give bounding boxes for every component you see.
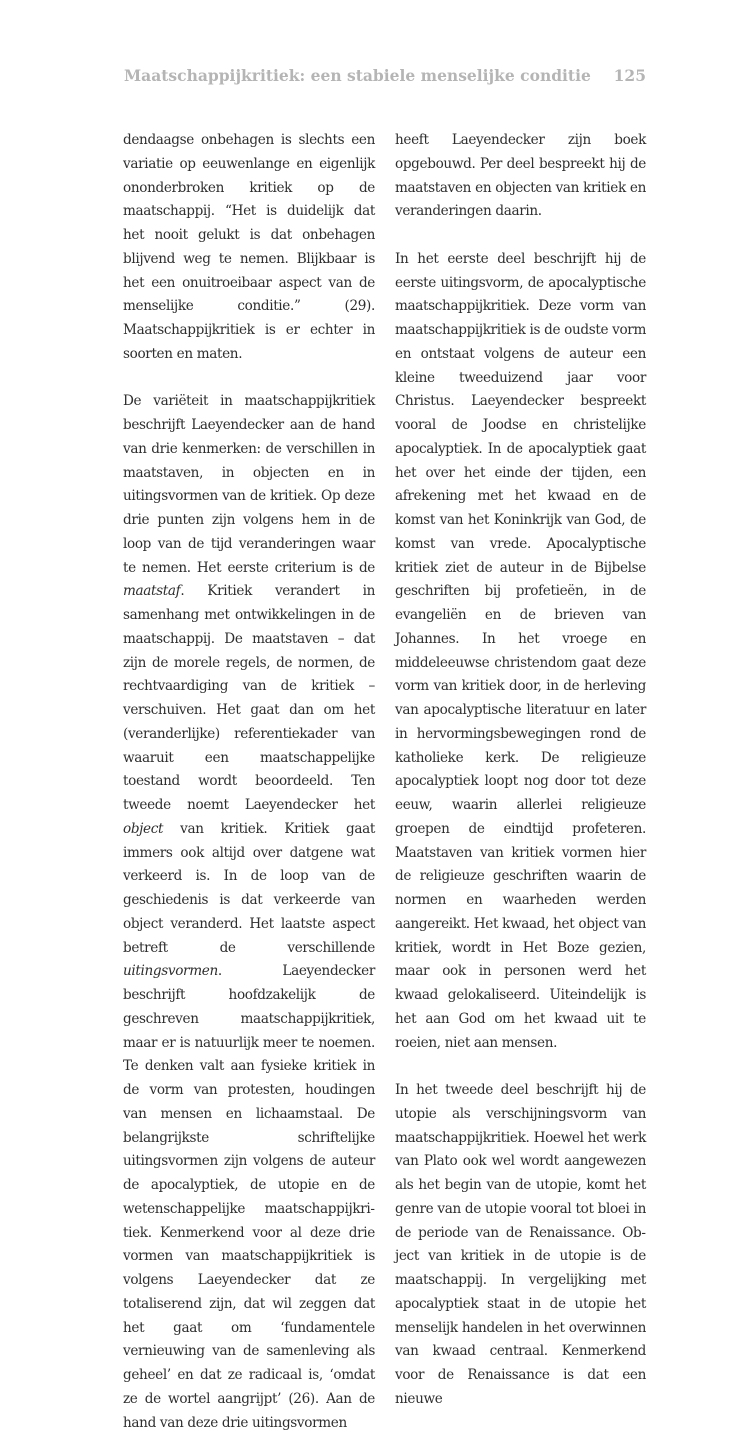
paragraph	[123, 390, 375, 1435]
running-head	[124, 66, 646, 90]
text-run: . Kritiek verandert in samenhang met ontwikkelingen in de maatschappij. De maatstaven – dat zijn de morele regels, de normen, de rechtvaardiging van de kritiek – verschuiven. Het gaat dan om het (veranderlijke) referentiekader van waaruit een maatschappelijke toestand wordt beoordeeld. Ten tweede noemt Laeyendecker het	[123, 583, 375, 813]
paragraph: In het eerste deel beschrijft hij de eerste uitingsvorm, de apocalyptische maatschappijkritiek. Deze vorm van maatschappijkritiek is de oudste vorm en ontstaat volgens de auteur een kleine tweeduizend jaar voor Christus. Laeyendecker bespreekt vooral de Joodse en christelijke apocalyptiek. In de apocalyptiek gaat het over het einde der tijden, een afrekening met het kwaad en de komst van het Koninkrijk van God, de komst van vrede. Apocalyptische kritiek ziet de auteur in de Bijbelse geschriften bij profetieën, in de evangeliën en de brieven van Johannes. In het vroege en middeleeuwse christendom gaat deze vorm van kritiek door, in de herleving van apocalyptische literatuur en later in hervormingsbewegingen rond de katholieke kerk. De religieuze apocalyptiek loopt nog door tot deze eeuw, waarin allerlei religieuze groepen de eindtijd profeteren. Maatstaven van kritiek vormen hier de religieuze geschriften waarin de normen en waarheden werden aangereikt. Het kwaad, het object van kritiek, wordt in Het Boze gezien, maar ook in personen werd het kwaad gelokaliseerd. Uiteindelijk is het aan God om het kwaad uit te roeien, niet aan mensen.	[395, 250, 646, 1051]
paragraph: heeft Laeyendecker zijn boek opgebouwd. Per deel bespreekt hij de maatstaven en objecten van kritiek en veranderingen daarin.	[395, 132, 646, 220]
chapter-title: Maatschappijkritiek: een stabiele menselijke conditie	[124, 66, 591, 85]
emphasis-uitingsvormen: uitingsvormen	[123, 963, 218, 980]
page-number: 125	[613, 66, 646, 85]
text-run: De variëteit in maatschappijkritiek beschrijft Laeyendecker aan de hand van drie kenmerken: de verschillen in maatstaven, in objecten en in uitingsvormen van de kritiek. Op deze drie punten zijn volgens hem in de loop van de tijd veranderingen waar te nemen. Het eerste criterium is de	[123, 393, 375, 576]
paragraph: In het tweede deel beschrijft hij de utopie als verschijningsvorm van maatschappijkritiek. Hoewel het werk van Plato ook wel wordt aangewezen als het begin van de utopie, komt het genre van de utopie vooral tot bloei in de periode van de Renaissance. Object van kritiek in de utopie is de maatschappij. In vergelijking met apocalyptiek staat in de utopie het menselijk handelen in het overwinnen van kwaad centraal. Kenmerkend voor de Renaissance is dat een nieuwe	[395, 1082, 646, 1407]
right-column	[395, 129, 646, 1412]
left-column	[123, 129, 375, 1435]
emphasis-maatstaf: maatstaf	[123, 583, 181, 600]
paragraph: dendaagse onbehagen is slechts een variatie op eeuwenlange en eigenlijk ononderbroken kritiek op de maatschappij. “Het is duidelijk dat het nooit gelukt is dat onbehagen blijvend weg te nemen. Blijkbaar is het een onuitroeibaar aspect van de menselijke conditie.” (29). Maatschappijkritiek is er echter in soorten en maten.	[123, 132, 375, 362]
emphasis-object: object	[123, 820, 164, 837]
text-run: . Laeyendecker beschrijft hoofdzakelijk de geschreven maatschappijkritiek, maar er is natuurlijk meer te noemen. Te denken valt aan fysieke kritiek in de vorm van protesten, houdingen van mensen en lichaamstaal. De belangrijkste schriftelijke uitingsvormen zijn volgens de auteur de apocalyptiek, de utopie en de wetenschappelijke maatschappijkritiek. Kenmerkend voor al deze drie vormen van maatschappijkritiek is volgens Laeyendecker dat ze totaliserend zijn, dat wil zeggen dat het gaat om ‘fundamentele vernieuwing van de samenleving als geheel’ en dat ze radicaal is, ‘omdat ze de wortel aangrijpt’ (26). Aan de hand van deze drie uitingsvormen	[123, 963, 375, 1431]
text-run: van kritiek. Kritiek gaat immers ook altijd over datgene wat verkeerd is. In de loop van de geschiedenis is dat verkeerde van object veranderd. Het laatste aspect betreft de verschillende	[123, 820, 375, 956]
